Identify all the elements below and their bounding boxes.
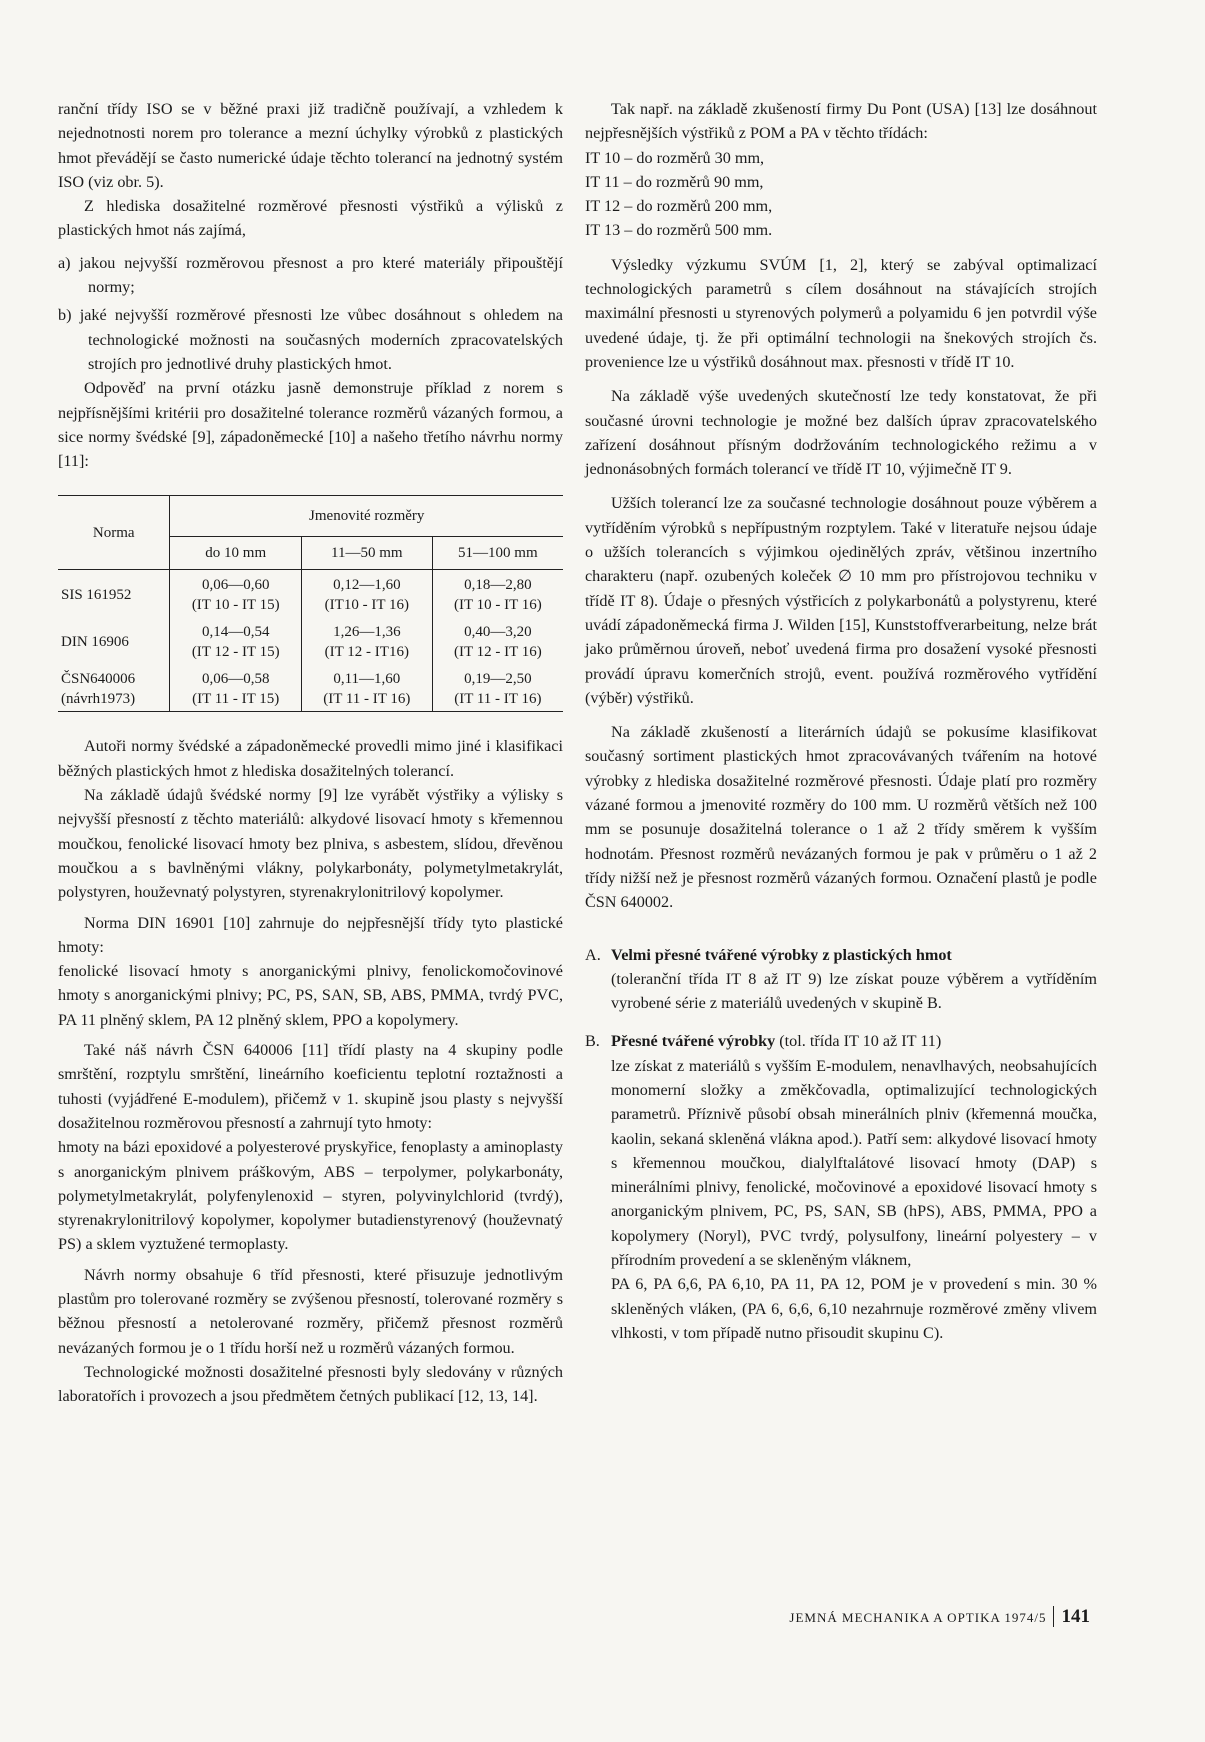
cell-it: (IT 11 - IT 16) — [323, 691, 411, 708]
cell-value: 0,19—2,50 — [464, 671, 532, 688]
list-item: IT 10 – do rozměrů 30 mm, — [585, 148, 765, 167]
section-letter: A. — [585, 945, 601, 964]
paragraph: Užších tolerancí lze za současné technologie dosáhnout pouze výběrem a vytříděním výrobků s nepřípustným rozptylem. Také v literatuře nejsou údaje o užších tolerancích s výjimkou ojedinělých zpráv, většinou inzertního charakteru (např. ozubených koleček ∅ 10 mm pro přístrojovou techniku v třídě IT 8). Údaje o přesných výstřicích z polykarbonátů a polystyrenu, které uvádí západoněmecká firma J. Wilden [15], Kunststoffverarbeitung, nelze brát jako průměrnou úroveň, neboť uvedená firma pro dosažení vysoké přesnosti provádí úpravu komerčních strojů, event. používá rozměrového vytřídění (výběr) výstřiků. — [585, 494, 1097, 707]
paragraph: hmoty na bázi epoxidové a polyesterové pryskyřice, fenoplasty a aminoplasty s anorganickým plnivem práškovým, ABS – terpolymer, polykarbonáty, polymetylmetakrylát, polyfenylenoxid – styren, polyvinylchlorid (tvrdý), styrenakrylonitrilový kopolymer, kopolymer butadienstyrenový (houževnatý PS) a sklem vyztužené termoplasty. — [58, 1138, 563, 1254]
section-body: (toleranční třída IT 8 až IT 9) lze získat pouze výběrem a vytříděním vyrobené série z materiálů uvedených v skupině B. — [611, 969, 1097, 1013]
row-norm: ČSN640006 — [61, 671, 136, 688]
cell-value: 0,11—1,60 — [333, 671, 401, 688]
paragraph: Na základě zkušeností a literárních údajů se pokusíme klasifikovat současný sortiment plastických hmot zpracovávaných tvářením na hotové výrobky z hlediska dosažitelné rozměrové přesnosti. Údaje platí pro rozměry vázané formou a jmenovité rozměry do 100 mm. U rozměrů větších než 100 mm se posunuje dosažitelná tolerance o 1 až 2 třídy směrem k vyšším hodnotám. Přesnost rozměrů nevázaných formou je pak v průměru o 1 až 2 třídy nižší než je přesnost rozměrů vázaných formou. Označení plastů je podle ČSN 640002. — [585, 723, 1097, 912]
paragraph: fenolické lisovací hmoty s anorganickými plnivy, fenolickomočovinové hmoty s anorganickými plnivy; PC, PS, SAN, SB, ABS, PMMA, tvrdý PVC, PA 11 plněný sklem, PA 12 plněný sklem, PPO a kopolymery. — [58, 962, 563, 1029]
section-body: lze získat z materiálů s vyšším E-modulem, nenavlhavých, neobsahujících monomerní složky a změkčovadla, optimalizující technologických parametrů. Příznivě působí obsah minerálních plniv (křemenná moučka, kaolin, sekaná skleněná vlákna apod.). Patří sem: alkydové lisovací hmoty s křemennou moučkou, dialylftalátové lisovací hmoty (DAP) s minerálními plnivy, fenolické, močovinové a epoxidové lisovací hmoty s anorganickým plnivem, PC, PS, SAN, SB (hPS), ABS, PMMA, PPO a kopolymery (Noryl), PVC tvrdý, polysulfony, lineární polyestery – v přírodním provedení a se skleněným vláknem, — [611, 1056, 1097, 1270]
paragraph: Odpověď na první otázku jasně demonstruje příklad z norem s nejpřísnějšími kritérii pro dosažitelné tolerance rozměrů vázaných formou, a sice normy švédské [9], západoněmecké [10] a našeho třetího návrhu normy [11]: — [58, 379, 563, 471]
list-item: IT 13 – do rozměrů 500 mm. — [585, 221, 773, 240]
cell-it: (IT10 - IT 16) — [324, 597, 409, 614]
paragraph: Návrh normy obsahuje 6 tříd přesnosti, které přisuzuje jednotlivým plastům pro tolerované rozměry se zvýšenou přesností, tolerované rozměry s běžnou přesností a netolerované rozměry, přičemž přesnost rozměrů nevázaných formou je o 1 třídu horší než u rozměrů vázaných formou. — [58, 1265, 563, 1357]
section-title: Velmi přesné tvářené výrobky z plastických hmot — [611, 945, 952, 964]
paragraph: Norma DIN 16901 [10] zahrnuje do nejpřesnější třídy tyto plastické hmoty: — [58, 913, 563, 956]
journal-name: JEMNÁ MECHANIKA A OPTIKA 1974/5 — [789, 1610, 1047, 1625]
cell-it: (IT 12 - IT 16) — [453, 644, 542, 661]
right-column — [585, 97, 1097, 1345]
paragraph: Na základě údajů švédské normy [9] lze vyrábět výstřiky a výlisky s nejvyšší přesností z těchto materiálů: alkydové lisovací hmoty s křemennou moučkou, fenolické lisovací hmoty bez plniva, s asbestem, slídou, dřevěnou moučkou a s bavlněnými vlákny, polykarbonáty, polymetylmetakrylát, polystyren, houževnatý polystyren, styrenakrylonitrilový kopolymer. — [58, 786, 563, 902]
table-row — [58, 664, 563, 712]
cell-value: 0,12—1,60 — [333, 577, 401, 594]
cell-it: (IT 10 - IT 15) — [191, 597, 280, 614]
cell-it: (IT 11 - IT 16) — [454, 691, 542, 708]
section-body: PA 6, PA 6,6, PA 6,10, PA 11, PA 12, POM je v provedení s min. 30 % skleněných vláken, (PA 6, 6,6, 6,10 nezahrnuje rozměrové změny vlivem vlhkosti, v tom případě nutno přisoudit skupinu C). — [611, 1275, 1097, 1342]
section-a — [585, 943, 1097, 1016]
section-title-note: (tol. třída IT 10 až IT 11) — [775, 1032, 942, 1051]
paragraph: Z hlediska dosažitelné rozměrové přesnosti výstřiků a výlisků z plastických hmot nás zajímá, — [58, 197, 563, 240]
page-footer — [680, 1606, 1090, 1628]
it-class-list — [585, 146, 1097, 243]
cell-value: 0,06—0,58 — [201, 671, 270, 688]
section-title: Přesné tvářené výrobky — [611, 1032, 776, 1051]
row-norm-note: (návrh1973) — [61, 691, 136, 708]
list-item-a: a) jakou nejvyšší rozměrovou přesnost a pro které materiály připouštějí normy; — [58, 253, 563, 297]
paragraph: Výsledky výzkumu SVÚM [1, 2], který se zabýval optimalizací technologických parametrů s cílem dosáhnout na stávajících strojích maximální přesnosti u styrenových polymerů a polyamidu 6 jen potvrdil výše uvedené údaje, tj. že při optimální technologii na šnekových strojích čs. provenience lze u výstřiků dosáhnout max. přesnosti v třídě IT 10. — [585, 255, 1097, 371]
paragraph: Technologické možnosti dosažitelné přesnosti byly sledovány v různých laboratořích i provozech a jsou předmětem četných publikací [12, 13, 14]. — [58, 1362, 563, 1406]
cell-value: 0,40—3,20 — [464, 624, 532, 641]
cell-it: (IT 12 - IT16) — [324, 644, 409, 661]
table-header-group: Jmenovité rozměry — [170, 496, 563, 537]
table-header-col2: 11—50 mm — [301, 537, 432, 570]
table-header-col3: 51—100 mm — [432, 537, 563, 570]
paragraph: Na základě výše uvedených skutečností lze tedy konstatovat, že při současné úrovni technologie je možné bez dalších úprav zpracovatelského zařízení dosáhnout přísným dodržováním technologického režimu a v jednonásobných formách tolerancí ve třídě IT 10, výjimečně IT 9. — [585, 387, 1097, 479]
tolerance-table — [58, 495, 563, 712]
table-row — [58, 570, 563, 618]
cell-value: 0,14—0,54 — [201, 624, 270, 641]
cell-value: 1,26—1,36 — [333, 624, 401, 641]
cell-value: 0,18—2,80 — [464, 577, 532, 594]
cell-it: (IT 12 - IT 15) — [191, 644, 280, 661]
section-letter: B. — [585, 1032, 600, 1051]
list-item: IT 11 – do rozměrů 90 mm, — [585, 172, 764, 191]
cell-value: 0,06—0,60 — [201, 577, 270, 594]
paragraph: Tak např. na základě zkušeností firmy Du Pont (USA) [13] lze dosáhnout nejpřesnějších výstřiků z POM a PA v těchto třídách: — [585, 100, 1097, 143]
row-norm: DIN 16906 — [61, 634, 129, 651]
left-column — [58, 97, 563, 1408]
paragraph: Také náš návrh ČSN 640006 [11] třídí plasty na 4 skupiny podle smrštění, rozptylu smrštění, lineárního koeficientu teplotní roztažnosti a tuhosti (vyjádřené E-modulem), přičemž v 1. skupině jsou plasty s nejvyšší dosažitelnou rozměrovou přesností a zahrnují tyto hmoty: — [58, 1041, 563, 1132]
section-b — [585, 1029, 1097, 1345]
paragraph: ranční třídy ISO se v běžné praxi již tradičně používají, a vzhledem k nejednotnosti norem pro tolerance a mezní úchylky výrobků z plastických hmot převádějí se často numerické údaje těchto tolerancí na jednotný systém ISO (viz obr. 5). — [58, 100, 563, 191]
table-header-col1: do 10 mm — [170, 537, 302, 570]
table-row — [58, 617, 563, 664]
list-item: IT 12 – do rozměrů 200 mm, — [585, 197, 773, 216]
table-header-norma: Norma — [58, 496, 170, 570]
cell-it: (IT 10 - IT 16) — [453, 597, 542, 614]
row-norm: SIS 161952 — [61, 587, 132, 604]
page-number: 141 — [1053, 1606, 1091, 1627]
paragraph: Autoři normy švédské a západoněmecké provedli mimo jiné i klasifikaci běžných plastických hmot z hlediska dosažitelných tolerancí. — [58, 737, 563, 780]
list-item-b: b) jaké nejvyšší rozměrové přesnosti lze vůbec dosáhnout s ohledem na technologické možnosti na současných moderních zpracovatelských strojích pro jednotlivé druhy plastických hmot. — [58, 306, 563, 373]
cell-it: (IT 11 - IT 15) — [192, 691, 280, 708]
